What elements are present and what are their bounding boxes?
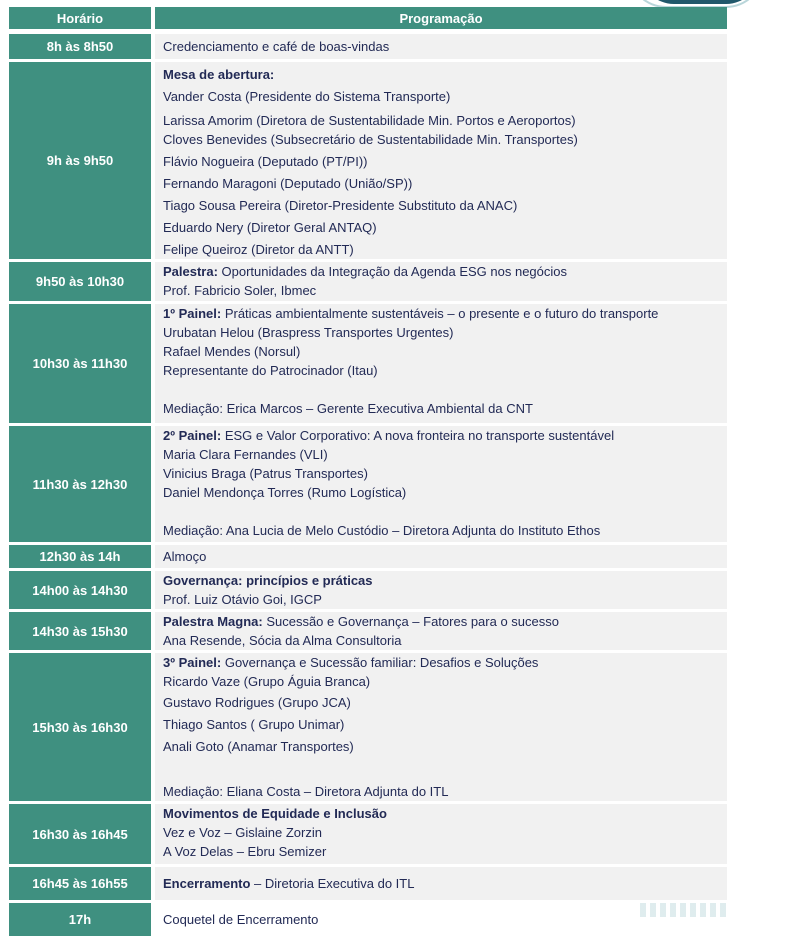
program-line-text: Vander Costa (Presidente do Sistema Transporte) bbox=[163, 89, 451, 104]
header-row bbox=[9, 7, 727, 34]
program-line bbox=[163, 130, 727, 149]
program-line-text: Almoço bbox=[163, 549, 207, 564]
program-line-text: Mediação: Eliana Costa – Diretora Adjunta do ITL bbox=[163, 784, 449, 799]
program-cell bbox=[155, 262, 727, 304]
time-cell: 17h bbox=[9, 903, 155, 939]
program-line-text: Eduardo Nery (Diretor Geral ANTAQ) bbox=[163, 220, 377, 235]
program-line bbox=[163, 87, 727, 106]
program-line-text: Ricardo Vaze (Grupo Águia Branca) bbox=[163, 674, 371, 689]
schedule-row bbox=[9, 426, 727, 545]
program-line bbox=[163, 323, 727, 342]
program-line bbox=[163, 240, 727, 259]
program-line-text: Mediação: Erica Marcos – Gerente Executiva Ambiental da CNT bbox=[163, 401, 533, 416]
time-cell: 16h45 às 16h55 bbox=[9, 867, 155, 903]
program-line-heading: Mesa de abertura: bbox=[163, 67, 275, 82]
schedule-row bbox=[9, 653, 727, 804]
program-line bbox=[163, 502, 727, 521]
program-line bbox=[163, 521, 727, 540]
program-line-text: Prof. Luiz Otávio Goi, IGCP bbox=[163, 592, 322, 607]
program-cell bbox=[155, 571, 727, 612]
program-line-text: Prof. Fabricio Soler, Ibmec bbox=[163, 283, 317, 298]
program-line-heading: Palestra Magna: bbox=[163, 614, 263, 629]
program-line-text: Anali Goto (Anamar Transportes) bbox=[163, 739, 354, 754]
program-line-text: Representante do Patrocinador (Itau) bbox=[163, 363, 378, 378]
program-cell bbox=[155, 653, 727, 804]
program-line bbox=[163, 483, 727, 502]
program-line-text: ESG e Valor Corporativo: A nova fronteira no transporte sustentável bbox=[221, 428, 615, 443]
schedule-row bbox=[9, 62, 727, 262]
schedule-table bbox=[9, 7, 727, 939]
program-line bbox=[163, 715, 727, 734]
program-line bbox=[163, 218, 727, 237]
program-line bbox=[163, 111, 727, 130]
program-line-text: Cloves Benevides (Subsecretário de Sustentabilidade Min. Transportes) bbox=[163, 132, 578, 147]
program-line-text: Daniel Mendonça Torres (Rumo Logística) bbox=[163, 485, 407, 500]
program-line-text: Vinicius Braga (Patrus Transportes) bbox=[163, 466, 368, 481]
time-cell: 12h30 às 14h bbox=[9, 545, 155, 571]
program-line-text: Flávio Nogueira (Deputado (PT/PI)) bbox=[163, 154, 368, 169]
schedule-row bbox=[9, 262, 727, 304]
program-line-text: Felipe Queiroz (Diretor da ANTT) bbox=[163, 242, 354, 257]
program-line bbox=[163, 571, 727, 590]
program-line bbox=[163, 196, 727, 215]
program-line bbox=[163, 874, 727, 893]
program-line-text: – Diretoria Executiva do ITL bbox=[250, 876, 415, 891]
program-line bbox=[163, 281, 727, 300]
schedule-row bbox=[9, 804, 727, 867]
time-cell: 10h30 às 11h30 bbox=[9, 304, 155, 426]
program-line bbox=[163, 756, 727, 782]
time-cell: 11h30 às 12h30 bbox=[9, 426, 155, 545]
program-line bbox=[163, 631, 727, 650]
program-line-heading: Encerramento bbox=[163, 876, 251, 891]
schedule-row bbox=[9, 304, 727, 426]
program-line bbox=[163, 653, 727, 672]
program-line bbox=[163, 37, 727, 56]
program-cell bbox=[155, 867, 727, 903]
program-cell bbox=[155, 545, 727, 571]
program-line-text: Rafael Mendes (Norsul) bbox=[163, 344, 301, 359]
program-cell bbox=[155, 612, 727, 653]
program-line bbox=[163, 823, 727, 842]
program-line bbox=[163, 693, 727, 712]
schedule-row bbox=[9, 867, 727, 903]
header-program: Programação bbox=[155, 7, 727, 34]
schedule-row bbox=[9, 903, 727, 939]
program-line bbox=[163, 342, 727, 361]
program-line bbox=[163, 590, 727, 609]
program-line bbox=[163, 399, 727, 418]
schedule-row bbox=[9, 545, 727, 571]
program-line bbox=[163, 612, 727, 631]
program-line-text: Thiago Santos ( Grupo Unimar) bbox=[163, 717, 345, 732]
schedule-row bbox=[9, 612, 727, 653]
footer-decoration bbox=[640, 903, 730, 917]
time-cell: 9h50 às 10h30 bbox=[9, 262, 155, 304]
program-line bbox=[163, 304, 727, 323]
header-time: Horário bbox=[9, 7, 155, 34]
program-line bbox=[163, 842, 727, 861]
program-line bbox=[163, 361, 727, 380]
time-cell: 9h às 9h50 bbox=[9, 62, 155, 262]
program-line-text: Ana Resende, Sócia da Alma Consultoria bbox=[163, 633, 402, 648]
program-line-heading: 3º Painel: bbox=[163, 655, 222, 670]
program-line bbox=[163, 445, 727, 464]
time-cell: 14h30 às 15h30 bbox=[9, 612, 155, 653]
program-line bbox=[163, 174, 727, 193]
program-line bbox=[163, 782, 727, 801]
program-line-text: Tiago Sousa Pereira (Diretor-Presidente Substituto da ANAC) bbox=[163, 198, 518, 213]
schedule-row bbox=[9, 34, 727, 62]
schedule-row bbox=[9, 571, 727, 612]
program-cell bbox=[155, 804, 727, 867]
program-line bbox=[163, 804, 727, 823]
program-line-text: Maria Clara Fernandes (VLI) bbox=[163, 447, 328, 462]
program-line bbox=[163, 65, 727, 84]
program-line bbox=[163, 672, 727, 691]
program-line-text: Coquetel de Encerramento bbox=[163, 912, 319, 927]
program-line-text: Sucessão e Governança – Fatores para o sucesso bbox=[262, 614, 559, 629]
program-line bbox=[163, 426, 727, 445]
time-cell: 8h às 8h50 bbox=[9, 34, 155, 62]
program-cell bbox=[155, 34, 727, 62]
program-line-heading: Movimentos de Equidade e Inclusão bbox=[163, 806, 387, 821]
program-line-text: Urubatan Helou (Braspress Transportes Urgentes) bbox=[163, 325, 454, 340]
time-cell: 14h00 às 14h30 bbox=[9, 571, 155, 612]
program-line bbox=[163, 380, 727, 399]
program-line-text: Credenciamento e café de boas-vindas bbox=[163, 39, 390, 54]
program-cell bbox=[155, 304, 727, 426]
program-line-heading: Palestra: bbox=[163, 264, 218, 279]
program-line bbox=[163, 464, 727, 483]
program-line-text: Mediação: Ana Lucia de Melo Custódio – Diretora Adjunta do Instituto Ethos bbox=[163, 523, 601, 538]
program-line bbox=[163, 152, 727, 171]
program-cell bbox=[155, 62, 727, 262]
program-line-text: Fernando Maragoni (Deputado (União/SP)) bbox=[163, 176, 413, 191]
program-cell bbox=[155, 426, 727, 545]
time-cell: 15h30 às 16h30 bbox=[9, 653, 155, 804]
program-line-heading: 2º Painel: bbox=[163, 428, 222, 443]
program-line-text: Larissa Amorim (Diretora de Sustentabilidade Min. Portos e Aeroportos) bbox=[163, 113, 576, 128]
program-line-heading: Governança: princípios e práticas bbox=[163, 573, 373, 588]
program-line-text: Vez e Voz – Gislaine Zorzin bbox=[163, 825, 322, 840]
program-line-text: A Voz Delas – Ebru Semizer bbox=[163, 844, 327, 859]
program-line-text: Práticas ambientalmente sustentáveis – o presente e o futuro do transporte bbox=[221, 306, 659, 321]
program-line bbox=[163, 737, 727, 756]
time-cell: 16h30 às 16h45 bbox=[9, 804, 155, 867]
program-line-text: Gustavo Rodrigues (Grupo JCA) bbox=[163, 695, 351, 710]
program-line-text: Governança e Sucessão familiar: Desafios e Soluções bbox=[221, 655, 539, 670]
program-line-heading: 1º Painel: bbox=[163, 306, 222, 321]
program-line-text: Oportunidades da Integração da Agenda ESG nos negócios bbox=[217, 264, 568, 279]
program-line bbox=[163, 547, 727, 566]
program-line bbox=[163, 262, 727, 281]
